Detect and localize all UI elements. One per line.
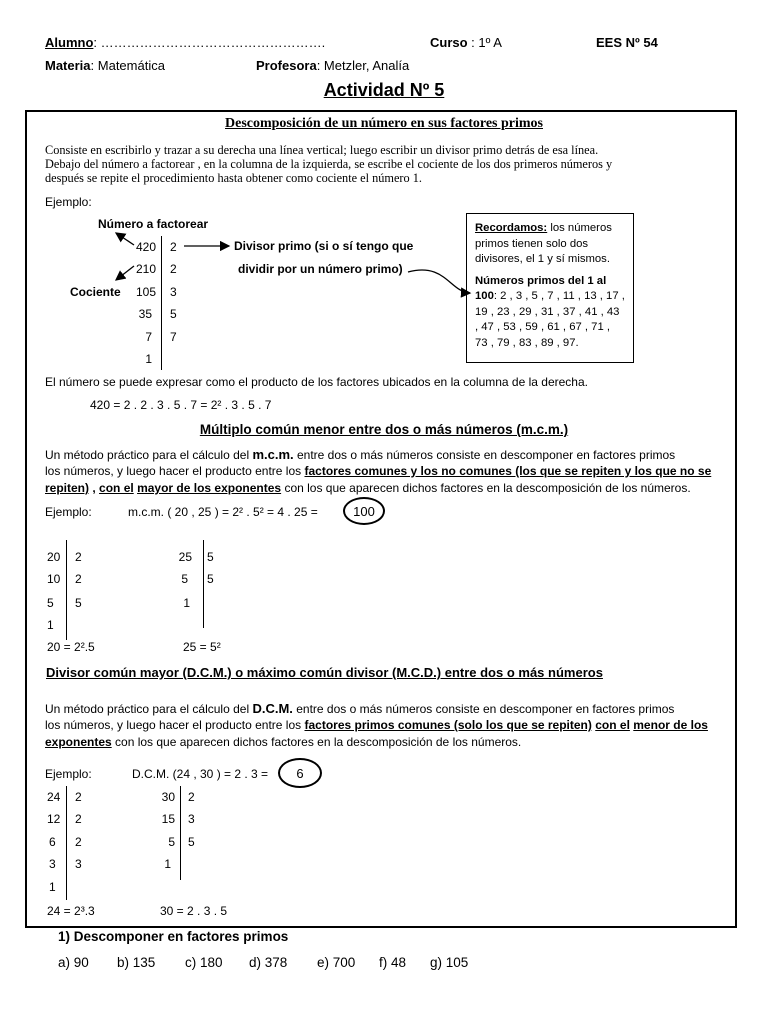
table-cell: 2 (75, 790, 82, 804)
page-title: Actividad Nº 5 (323, 80, 445, 100)
arrow-to-number (116, 233, 134, 245)
school-name: EES Nº 54 (596, 35, 658, 50)
label-cociente: Cociente (70, 285, 121, 299)
table-cell: 5 (181, 572, 188, 586)
text-span: entre dos o más números consiste en descomponer en factores primos (293, 448, 676, 462)
mcm-result: 100 (343, 497, 385, 525)
text-span: Un método práctico para el cálculo del (45, 448, 253, 462)
section2-p3 (45, 481, 691, 495)
table-cell: 5 (168, 835, 175, 849)
table-cell: 3 (75, 857, 82, 871)
text-span: entre dos o más números consiste en descomponer en factores primos (292, 702, 675, 716)
primes-heading: Números primos del 1 al 100 (475, 274, 607, 302)
materia-value: : Matemática (90, 58, 165, 73)
emphasis-text: con el (595, 718, 630, 732)
table-cell: 2 (75, 835, 82, 849)
table-cell: 5 (47, 596, 54, 610)
mcm-eq-20: 20 = 2².5 (47, 640, 95, 654)
dcm-eq-24: 24 = 2³.3 (47, 904, 95, 918)
table-cell: 1 (49, 880, 56, 894)
product-text: El número se puede expresar como el producto de los factores ubicados en la columna de la derecha. (45, 375, 588, 389)
text-span: Un método práctico para el cálculo del (45, 702, 253, 716)
section1-ejemplo: Ejemplo: (45, 195, 92, 209)
table-cell: 1 (47, 618, 54, 632)
emphasis-text: menor de los (633, 718, 708, 732)
factor-divider-line (66, 540, 67, 640)
section1-p3: después se repite el procedimiento hasta obtener como cociente el número 1. (45, 171, 422, 185)
exercise-item-f: f) 48 (379, 955, 407, 970)
profesora-label: Profesora (256, 58, 317, 73)
table-cell: 1 (183, 596, 190, 610)
table-cell: 7 (145, 330, 152, 344)
table-cell: 1 (164, 857, 171, 871)
product-formula: 420 = 2 . 2 . 3 . 5 . 7 = 2² . 3 . 5 . 7 (90, 398, 272, 412)
dcm-result: 6 (278, 758, 322, 788)
exercise-item-d: d) 378 (249, 955, 288, 970)
dcm-eq-30: 30 = 2 . 3 . 5 (160, 904, 228, 918)
profesora-value: : Metzler, Analía (316, 58, 410, 73)
section1-heading: Descomposición de un número en sus factores primos (225, 116, 543, 131)
exercise-title: 1) Descomponer en factores primos (58, 929, 289, 944)
curso-label: Curso (430, 35, 468, 50)
text-span: , (89, 481, 100, 495)
primes-reminder-box (466, 213, 634, 363)
table-cell: 2 (75, 812, 82, 826)
section2-p1 (45, 447, 675, 462)
text-span: con los que aparecen dichos factores en la descomposición de los números. (111, 735, 522, 749)
primes-paragraph (475, 274, 625, 352)
section1-p2: Debajo del número a factorear , en la columna de la izquierda, se escribe el cociente de los dos primeros números y (45, 157, 613, 171)
factor-divider-line (66, 786, 67, 900)
recordamos-paragraph (475, 221, 625, 268)
table-cell: 5 (188, 835, 195, 849)
table-cell: 7 (170, 330, 177, 344)
section2-p2 (45, 464, 711, 478)
mcm-eq-25: 25 = 5² (183, 640, 221, 654)
exercise-item-g: g) 105 (430, 955, 469, 970)
label-numero-factorear: Número a factorear (98, 217, 209, 231)
table-cell: 20 (47, 550, 61, 564)
table-cell: 3 (170, 285, 177, 299)
arrow-to-cociente (116, 266, 134, 280)
materia-label: Materia (45, 58, 91, 73)
table-cell: 2 (75, 572, 82, 586)
emphasis-text: factores comunes y los no comunes (los que se repiten y los que no se (304, 464, 712, 478)
text-span: con los que aparecen dichos factores en la descomposición de los números. (281, 481, 691, 495)
emphasis-text: exponentes (45, 735, 112, 749)
section3-heading: Divisor común mayor (D.C.M.) o máximo común divisor (M.C.D.) entre dos o más números (46, 665, 603, 680)
table-cell: 24 (47, 790, 61, 804)
table-cell: 420 (135, 240, 156, 254)
factor-divider-line (180, 786, 181, 880)
table-cell: 15 (161, 812, 175, 826)
table-cell: 25 (178, 550, 192, 564)
primes-list: : 2 , 3 , 5 , 7 , 11 , 13 , 17 , 19 , 23 , 29 , 31 , 37 , 41 , 43 , 47 , 53 , 59 , 61 , 67 , 71 , 73 , 79 , 83 , 89 , 97. (475, 290, 625, 349)
table-cell: 3 (49, 857, 56, 871)
alumno-label: Alumno (45, 35, 94, 50)
table-cell: 6 (49, 835, 56, 849)
exercise-item-e: e) 700 (317, 955, 356, 970)
text-span: los números, y luego hacer el producto entre los (45, 464, 305, 478)
recordamos-label: Recordamos: (475, 222, 548, 234)
table-cell: 5 (170, 307, 177, 321)
table-cell: 3 (188, 812, 195, 826)
emphasis-text: mayor de los exponentes (137, 481, 282, 495)
section3-p1 (45, 701, 674, 716)
label-divisor-1: Divisor primo (si o sí tengo que (234, 239, 414, 253)
factor-divider-line (203, 540, 204, 628)
table-cell: 30 (161, 790, 175, 804)
exercise-item-a: a) 90 (58, 955, 89, 970)
table-cell: 5 (207, 550, 214, 564)
section2-heading: Múltiplo común menor entre dos o más números (m.c.m.) (199, 422, 569, 437)
curso-value: : 1º A (467, 35, 502, 50)
section3-p2 (45, 718, 708, 732)
section3-ejemplo: Ejemplo: (45, 767, 92, 781)
table-cell: 35 (138, 307, 152, 321)
emphasis-text: factores primos comunes (solo los que se repiten) (304, 718, 592, 732)
mcm-formula: m.c.m. ( 20 , 25 ) = 2² . 5² = 4 . 25 = (128, 505, 318, 519)
emphasis-text: repiten) (45, 481, 90, 495)
table-cell: 10 (47, 572, 61, 586)
section1-p1: Consiste en escribirlo y trazar a su derecha una línea vertical; luego escribir un divisor primo detrás de esa línea. (45, 143, 599, 157)
table-cell: 210 (135, 262, 156, 276)
table-cell: 105 (135, 285, 156, 299)
table-cell: 12 (47, 812, 61, 826)
table-cell: 1 (145, 352, 152, 366)
section3-p3 (45, 735, 521, 749)
section2-ejemplo: Ejemplo: (45, 505, 92, 519)
table-cell: 5 (75, 596, 82, 610)
dcm-formula: D.C.M. (24 , 30 ) = 2 . 3 = (132, 767, 269, 781)
table-cell: 2 (75, 550, 82, 564)
table-cell: 5 (207, 572, 214, 586)
alumno-value: : ……………………………………………. (93, 35, 326, 50)
exercise-item-c: c) 180 (185, 955, 223, 970)
emphasis-text: con el (99, 481, 134, 495)
label-divisor-2: dividir por un número primo) (238, 262, 403, 276)
text-span: los números, y luego hacer el producto entre los (45, 718, 305, 732)
table-cell: 2 (188, 790, 195, 804)
arrow-to-primes-box (408, 270, 470, 293)
table-cell: 2 (170, 240, 177, 254)
table-cell: 2 (170, 262, 177, 276)
recordamos-text: los números primos tienen solo dos divisores, el 1 y sí mismos. (475, 222, 612, 265)
exercise-item-b: b) 135 (117, 955, 156, 970)
mcm-term: m.c.m. (252, 447, 294, 462)
dcm-term: D.C.M. (252, 701, 293, 716)
